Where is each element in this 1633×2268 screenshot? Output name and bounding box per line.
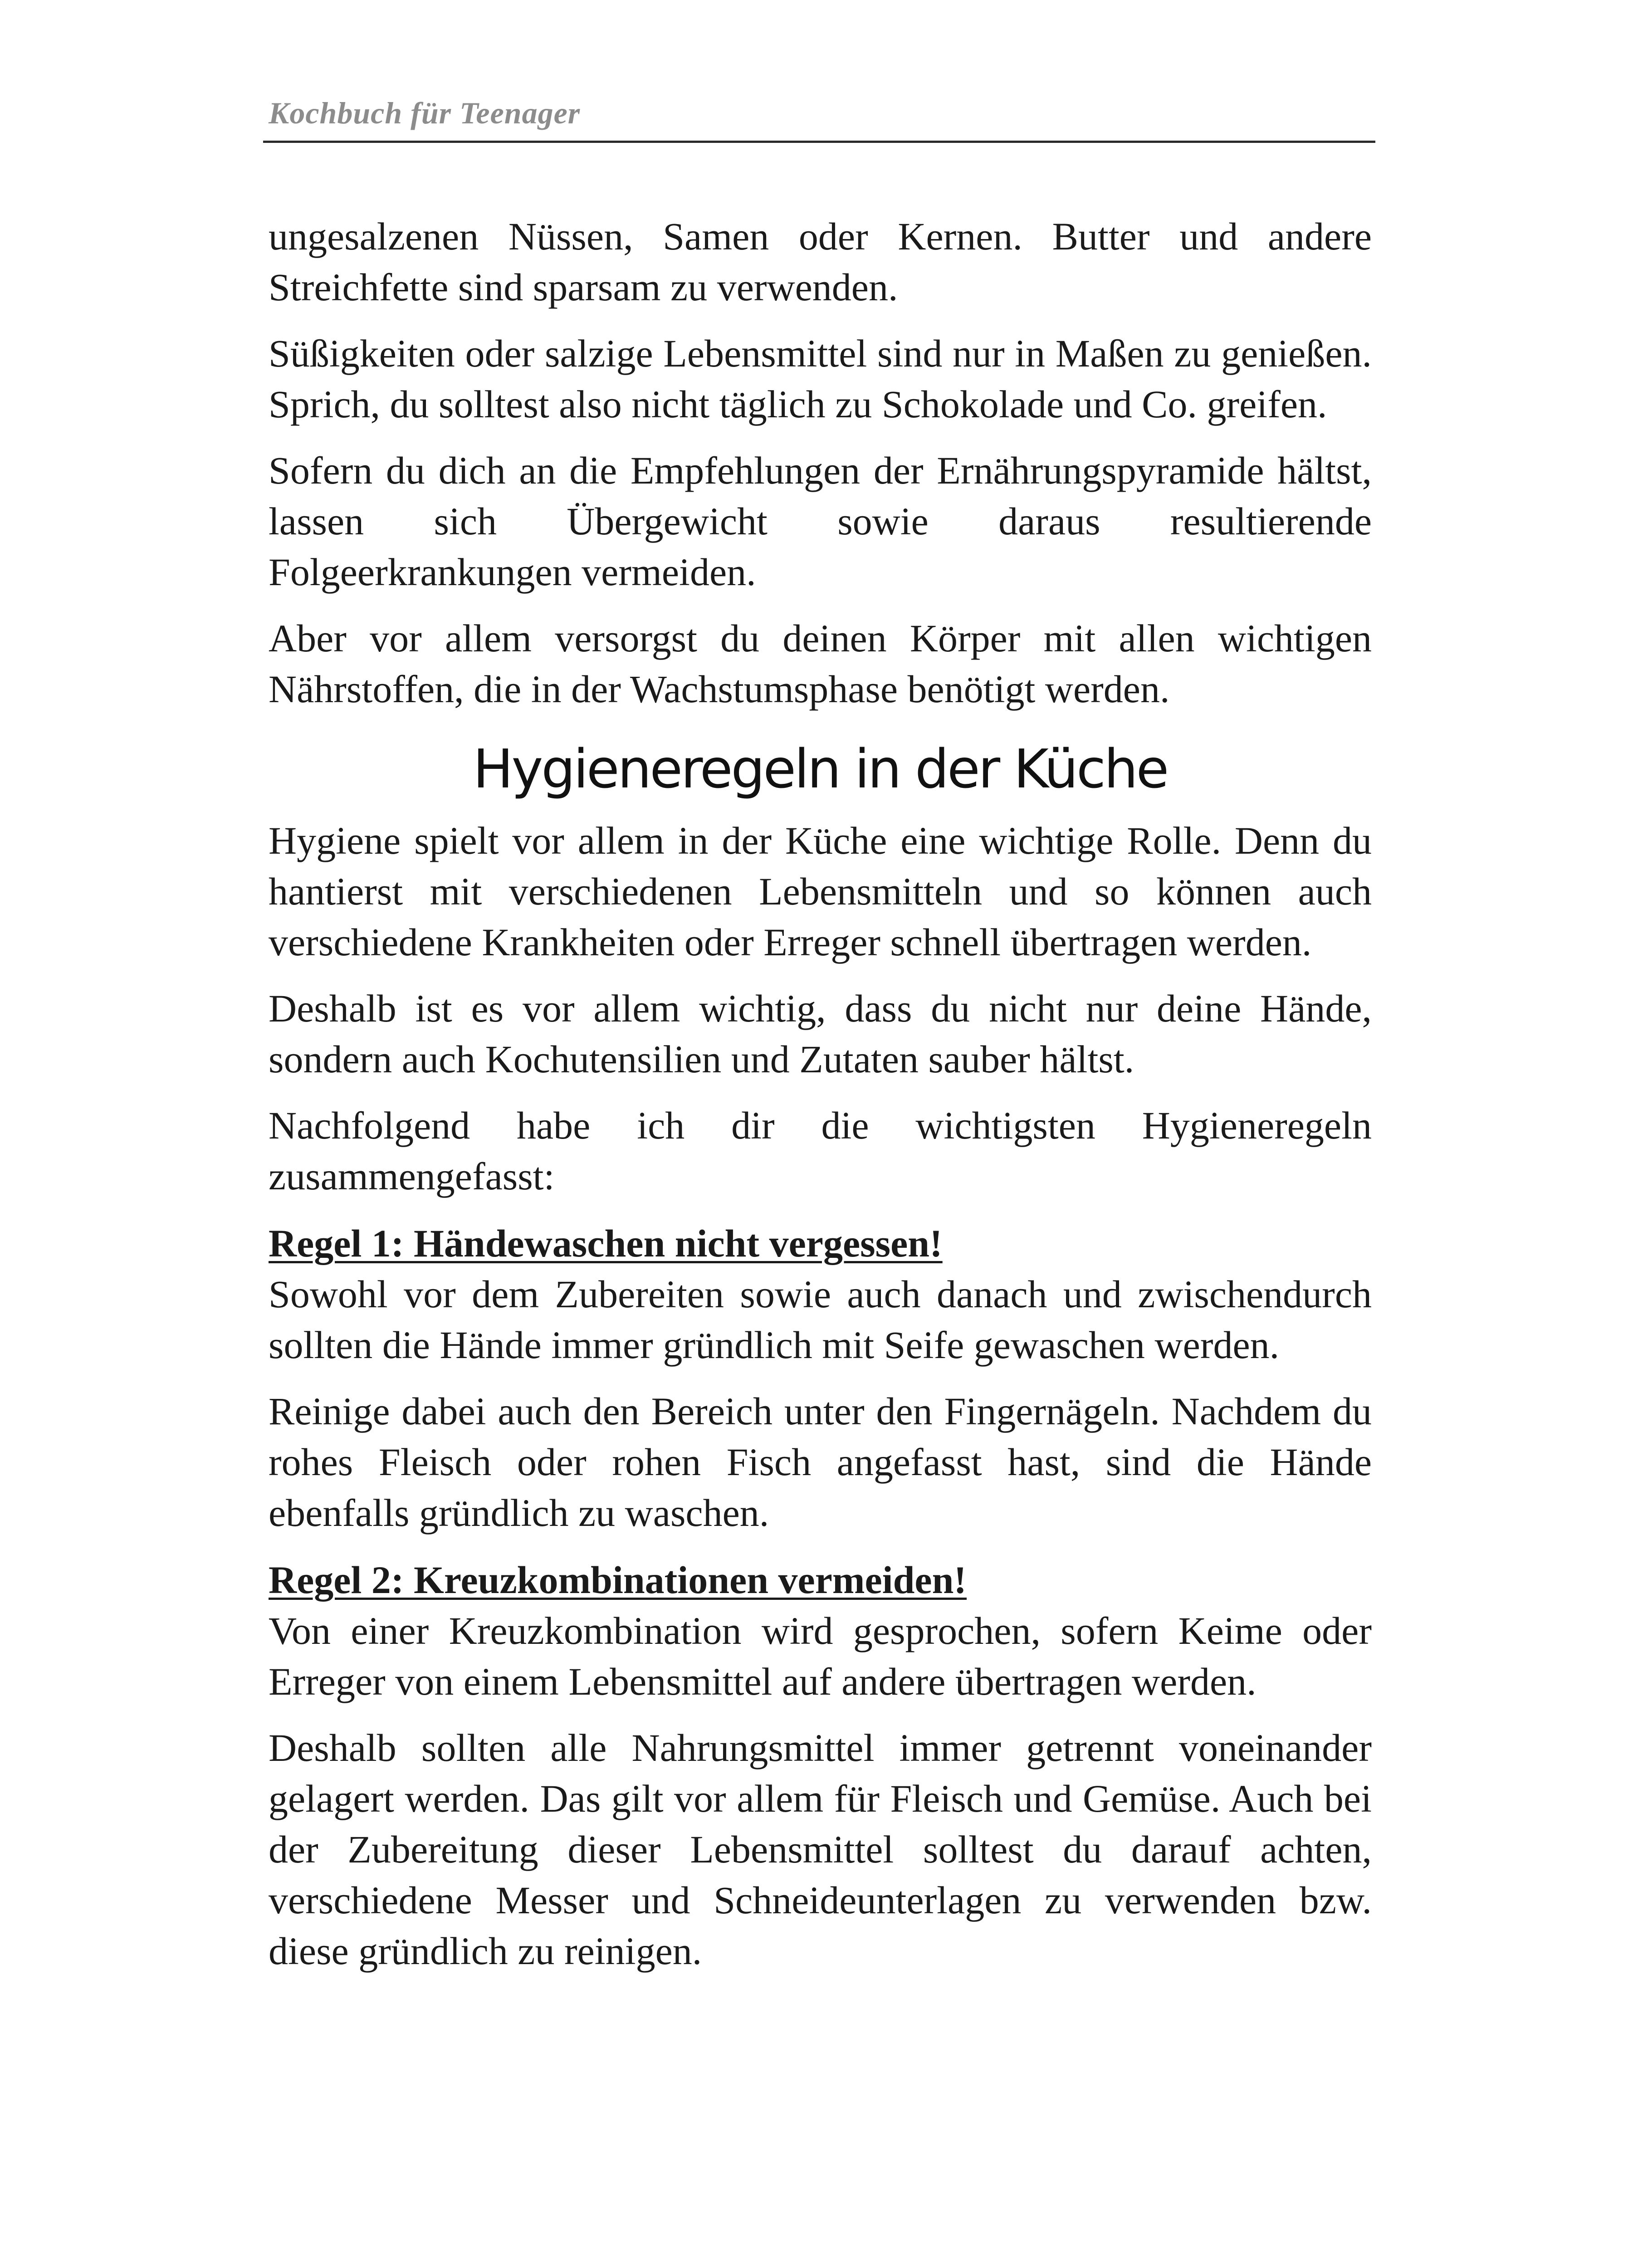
paragraph: Sowohl vor dem Zubereiten sowie auch danach und zwischendurch sollten die Hände immer gründlich mit Seife gewaschen werden. — [269, 1272, 1372, 1367]
running-header: Kochbuch für Teenager — [269, 96, 581, 130]
paragraph: Deshalb ist es vor allem wichtig, dass du nicht nur deine Hände, sondern auch Kochutensilien und Zutaten sauber hältst. — [269, 987, 1372, 1081]
paragraph: ungesalzenen Nüssen, Samen oder Kernen. Butter und andere Streichfette sind sparsam zu verwenden. — [269, 215, 1372, 309]
paragraph: Nachfolgend habe ich dir die wichtigsten Hygieneregeln zusammengefasst: — [269, 1104, 1372, 1198]
paragraph: Aber vor allem versorgst du deinen Körper mit allen wichtigen Nährstoffen, die in der Wachstumsphase benötigt werden. — [269, 616, 1372, 711]
header-rule — [263, 141, 1375, 143]
paragraph: Hygiene spielt vor allem in der Küche eine wichtige Rolle. Denn du hantierst mit verschiedenen Lebensmitteln und so können auch verschiedene Krankheiten oder Erreger schnell übertragen werden. — [269, 819, 1372, 964]
paragraph: Reinige dabei auch den Bereich unter den Fingernägeln. Nachdem du rohes Fleisch oder rohen Fisch angefasst hast, sind die Hände ebenfalls gründlich zu waschen. — [269, 1389, 1372, 1535]
section-heading: Hygieneregeln in der Küche — [473, 738, 1168, 800]
paragraph: Deshalb sollten alle Nahrungsmittel immer getrennt voneinander gelagert werden. Das gilt vor allem für Fleisch und Gemüse. Auch bei der Zubereitung dieser Lebensmittel solltest du darauf achten, verschiedene Messer und Schneideunterlagen zu verwenden bzw. diese gründlich zu reinigen. — [269, 1726, 1372, 1973]
paragraph: Von einer Kreuzkombination wird gesprochen, sofern Keime oder Erreger von einem Lebensmittel auf andere übertragen werden. — [269, 1609, 1372, 1703]
page-content — [269, 211, 1372, 1992]
paragraph: Sofern du dich an die Empfehlungen der Ernährungspyramide hältst, lassen sich Übergewicht sowie daraus resultierende Folgeerkrankungen vermeiden. — [269, 449, 1372, 594]
rule-heading: Regel 2: Kreuzkombinationen vermeiden! — [269, 1558, 967, 1602]
rule-heading: Regel 1: Händewaschen nicht vergessen! — [269, 1222, 943, 1265]
paragraph: Süßigkeiten oder salzige Lebensmittel sind nur in Maßen zu genießen. Sprich, du solltest also nicht täglich zu Schokolade und Co. greifen. — [269, 332, 1372, 426]
